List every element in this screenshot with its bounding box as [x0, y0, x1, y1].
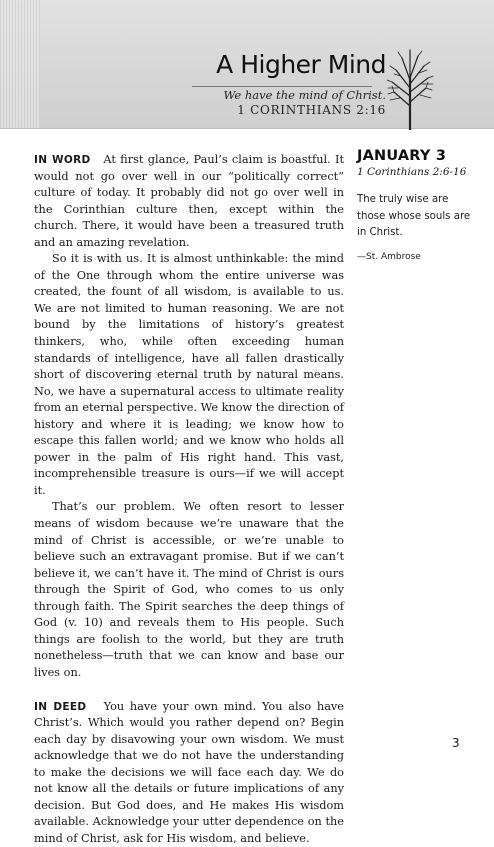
body-paragraph-2: So it is with us. It is almost unthinkable: the mind of the One through whom the entire universe was created, the fount of all wisdom, is available to us. We are not limited to human reasoning. We are not bound by the limitations of history’s greatest thinkers, who, while often exceeding human standards of intelligence, have all fallen drastically short of discovering eternal truth by natural means. No, we have a supernatural access to ultimate reality from an eternal perspective. We know the direction of history and where it is leading; we know how to escape this fallen world; and we know who holds all power in the palm of His right hand. This vast, incomprehensible treasure is ours—if we will accept it.: [34, 251, 344, 499]
date-heading: JANUARY 3: [357, 148, 472, 164]
page-title: A Higher Mind: [216, 50, 386, 79]
body-paragraph-3: That’s our problem. We often resort to lesser means of wisdom because we’re unaware that the mind of Christ is accessible, or we’re unable to believe such an extravagant promise. But if we can’t believe it, we can’t have it. The mind of Christ is ours through the Spirit of God, who comes to us only through faith. The Spirit searches the deep things of God (v. 10) and reveals them to His people. Such things are foolish to the world, but they are truth nonetheless—truth that we can know and base our lives on.: [34, 499, 344, 681]
sidebar: [357, 148, 472, 262]
tree-icon: [386, 48, 434, 130]
in-deed-paragraph: [34, 699, 344, 847]
in-deed-label: IN DEED: [34, 701, 86, 713]
reading-reference: 1 Corinthians 2:6-16: [357, 166, 472, 178]
in-word-text: At first glance, Paul’s claim is boastful. It would not go over well in our “politically correct” culture of today. It probably did not go over well in the Corinthian culture then, except within the church. There, it would have been a treasured truth and an amazing revelation.: [34, 153, 344, 249]
in-word-paragraph: [34, 152, 344, 251]
scripture-verse: We have the mind of Christ.: [224, 88, 386, 102]
title-rule: [192, 86, 372, 87]
sidebar-quote: The truly wise are those whose souls are in Christ.: [357, 192, 472, 242]
devotional-body: [34, 152, 344, 847]
in-deed-text: You have your own mind. You also have Christ’s. Which would you rather depend on? Begin each day by disavowing your own wisdom. We must acknowledge that we do not have the understanding to make the decisions we will face each day. We do not know all the details or future implications of any decision. But God does, and He makes His wisdom available. Acknowledge your utter dependence on the mind of Christ, ask for His wisdom, and believe.: [34, 700, 344, 845]
section-gap: [34, 682, 344, 699]
in-word-label: IN WORD: [34, 154, 90, 166]
page-number: 3: [452, 736, 460, 750]
scripture-reference: 1 CORINTHIANS 2:16: [237, 103, 386, 117]
quote-attribution: —St. Ambrose: [357, 252, 472, 262]
